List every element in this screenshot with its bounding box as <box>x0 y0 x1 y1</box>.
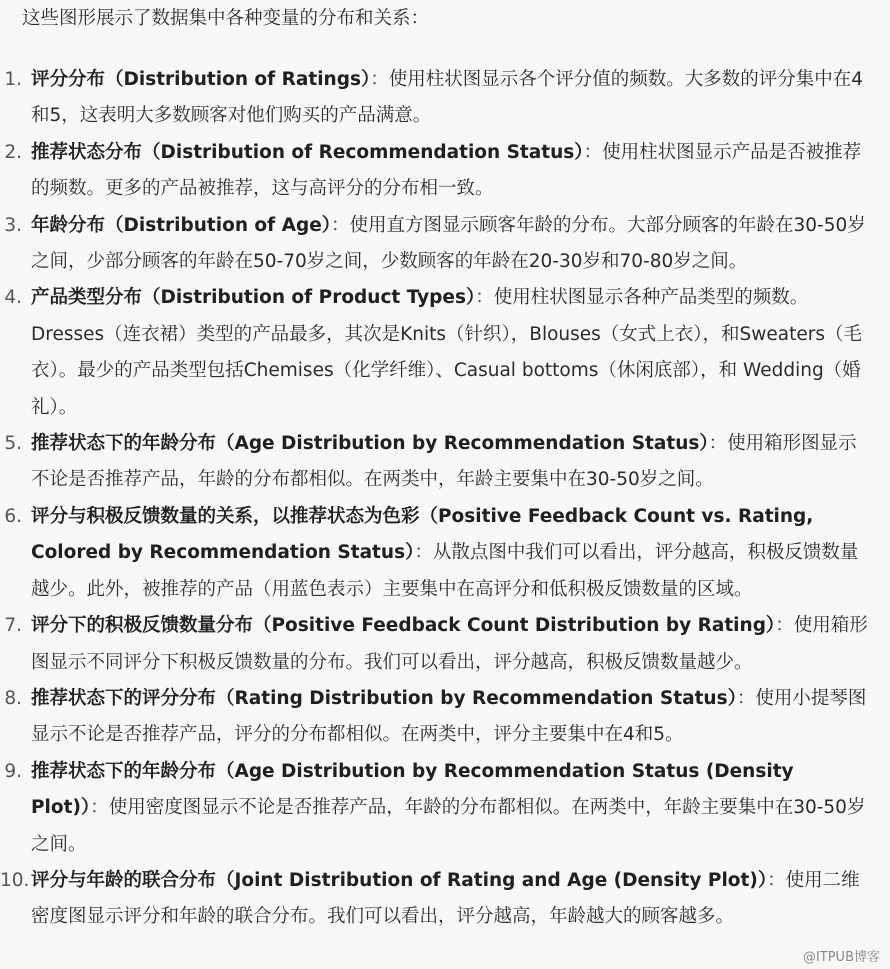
item-title: 评分与年龄的联合分布（Joint Distribution of Rating and Age (Density Plot)） <box>31 869 768 891</box>
item-description: 使用小提琴图显示不论是否推荐产品，评分的分布都相似。在两类中，评分主要集中在4和5。 <box>31 687 867 746</box>
item-separator: ： <box>331 214 350 236</box>
item-description: 使用二维密度图显示评分和年龄的联合分布。我们可以看出，评分越高，年龄越大的顾客越多。 <box>31 869 860 928</box>
item-title: 年龄分布（Distribution of Age） <box>31 214 331 236</box>
intro-text: 这些图形展示了数据集中各种变量的分布和关系： <box>22 8 430 29</box>
item-separator: ： <box>414 542 433 564</box>
list-item <box>0 499 890 608</box>
list-number: 5. <box>4 433 22 455</box>
item-description: 使用箱形图显示不论是否推荐产品，年龄的分布都相似。在两类中，年龄主要集中在30-50岁之间。 <box>31 433 857 491</box>
item-title: 评分与积极反馈数量的关系，以推荐状态为色彩（Positive Feedback Count vs. Rating, Colored by Recommendation Status） <box>31 505 814 564</box>
list-number: 1. <box>4 69 22 90</box>
list-number: 10. <box>0 869 30 891</box>
list-number: 3. <box>4 214 22 236</box>
watermark: @ITPUB博客 <box>802 950 880 965</box>
item-description: 使用柱状图显示各个评分值的频数。大多数的评分集中在4和5，这表明大多数顾客对他们购买的产品满意。 <box>31 69 864 127</box>
list-number: 2. <box>4 141 22 163</box>
item-separator: ： <box>736 687 756 709</box>
item-separator: ： <box>767 869 786 891</box>
item-separator: ： <box>583 141 603 163</box>
list-item <box>0 863 890 936</box>
item-separator: ： <box>775 615 794 637</box>
list-item <box>0 681 890 754</box>
list-item <box>0 754 890 863</box>
item-description: 使用箱形图显示不同评分下积极反馈数量的分布。我们可以看出，评分越高，积极反馈数量越少。 <box>31 615 868 673</box>
item-title: 推荐状态下的年龄分布（Age Distribution by Recommendation Status） <box>31 433 709 455</box>
item-separator: ： <box>475 287 494 309</box>
list-item <box>0 608 890 681</box>
item-description: 使用密度图显示不论是否推荐产品，年龄的分布都相似。在两类中，年龄主要集中在30-50岁之间。 <box>31 797 866 855</box>
item-title: 评分下的积极反馈数量分布（Positive Feedback Count Distribution by Rating） <box>31 615 776 637</box>
item-separator: ： <box>708 433 728 455</box>
item-description: 使用柱状图显示各种产品类型的频数。Dresses（连衣裙）类型的产品最多，其次是Knits（针织），Blouses（女式上衣），和Sweaters（毛衣）。最少的产品类型包括Chemises（化学纤维）、Casual bottoms（休闲底部），和 Wedding（婚礼）。 <box>31 287 863 418</box>
list-item <box>0 426 890 499</box>
list-number: 9. <box>4 760 22 782</box>
list-item <box>0 62 890 135</box>
list-number: 6. <box>4 505 22 527</box>
item-separator: ： <box>370 69 389 90</box>
item-title: 推荐状态下的评分分布（Rating Distribution by Recommendation Status） <box>31 687 737 709</box>
item-title: 产品类型分布（Distribution of Product Types） <box>31 287 476 309</box>
item-description: 使用柱状图显示产品是否被推荐的频数。更多的产品被推荐，这与高评分的分布相一致。 <box>31 141 862 200</box>
item-description: 从散点图中我们可以看出，评分越高，积极反馈数量越少。此外，被推荐的产品（用蓝色表示）主要集中在高评分和低积极反馈数量的区域。 <box>31 542 859 600</box>
item-title: 推荐状态分布（Distribution of Recommendation Status） <box>31 141 584 163</box>
list-item <box>0 280 890 426</box>
list-number: 7. <box>4 615 22 637</box>
item-title: 评分分布（Distribution of Ratings） <box>31 69 371 90</box>
list-number: 4. <box>4 287 22 309</box>
list-item <box>0 208 890 281</box>
list-number: 8. <box>4 687 22 709</box>
findings-list <box>0 62 890 936</box>
item-title: 推荐状态下的年龄分布（Age Distribution by Recommendation Status (Density Plot)） <box>31 760 794 819</box>
item-description: 使用直方图显示顾客年龄的分布。大部分顾客的年龄在30-50岁之间，少部分顾客的年龄在50-70岁之间，少数顾客的年龄在20-30岁和70-80岁之间。 <box>31 214 866 273</box>
item-separator: ： <box>90 797 109 819</box>
list-item <box>0 135 890 208</box>
